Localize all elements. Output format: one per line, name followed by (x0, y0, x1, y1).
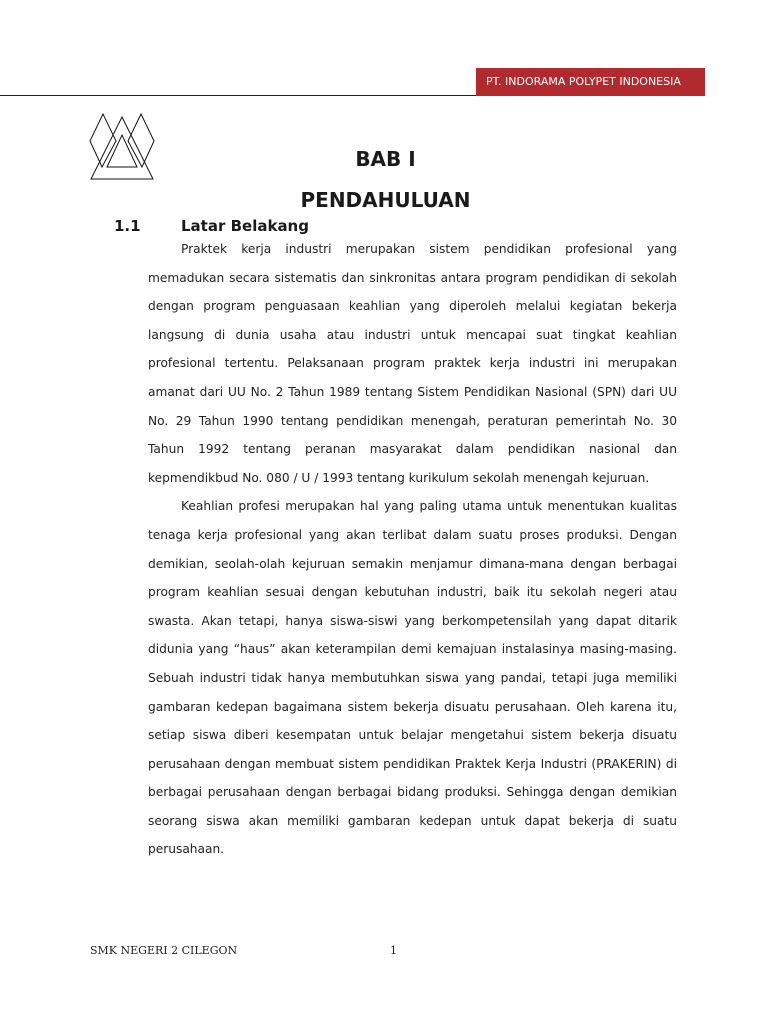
chapter-number: BAB I (355, 147, 416, 171)
section-title: Latar Belakang (181, 217, 309, 235)
body-text (148, 235, 677, 864)
footer-page-number: 1 (390, 944, 397, 957)
footer-school-name: SMK NEGERI 2 CILEGON (90, 944, 238, 957)
header-company-badge: PT. INDORAMA POLYPET INDONESIA (476, 68, 705, 96)
chapter-title: PENDAHULUAN (300, 188, 471, 212)
section-number: 1.1 (114, 217, 141, 235)
paragraph: Praktek kerja industri merupakan sistem pendidikan profesional yang memadukan secara sistematis dan sinkronitas antara program pendidikan di sekolah dengan program penguasaan keahlian yang diperoleh melalui kegiatan bekerja langsung di dunia usaha atau industri untuk mencapai suat tingkat keahlian profesional tertentu. Pelaksanaan program praktek kerja industri ini merupakan amanat dari UU No. 2 Tahun 1989 tentang Sistem Pendidikan Nasional (SPN) dari UU No. 29 Tahun 1990 tentang pendidikan menengah, peraturan pemerintah No. 30 Tahun 1992 tentang peranan masyarakat dalam pendidikan nasional dan kepmendikbud No. 080 / U / 1993 tentang kurikulum sekolah menengah kejuruan. (148, 242, 677, 485)
paragraph: Keahlian profesi merupakan hal yang paling utama untuk menentukan kualitas tenaga kerja profesional yang akan terlibat dalam suatu proses produksi. Dengan demikian, seolah-olah kejuruan semakin menjamur dimana-mana dengan berbagai program keahlian sesuai dengan kebutuhan industri, baik itu sekolah negeri atau swasta. Akan tetapi, hanya siswa-siswi yang berkompetensilah yang dapat ditarik didunia yang “haus” akan keterampilan demi kemajuan instalasinya masing-masing. Sebuah industri tidak hanya membutuhkan siswa yang pandai, tetapi juga memiliki gambaran kedepan bagaimana sistem bekerja disuatu perusahaan. Oleh karena itu, setiap siswa diberi kesempatan untuk belajar mengetahui sistem bekerja disuatu perusahaan dengan membuat sistem pendidikan Praktek Kerja Industri (PRAKERIN) di berbagai perusahaan dengan berbagai bidang produksi. Sehingga dengan demikian seorang siswa akan memiliki gambaran kedepan untuk dapat bekerja di suatu perusahaan. (148, 499, 677, 857)
